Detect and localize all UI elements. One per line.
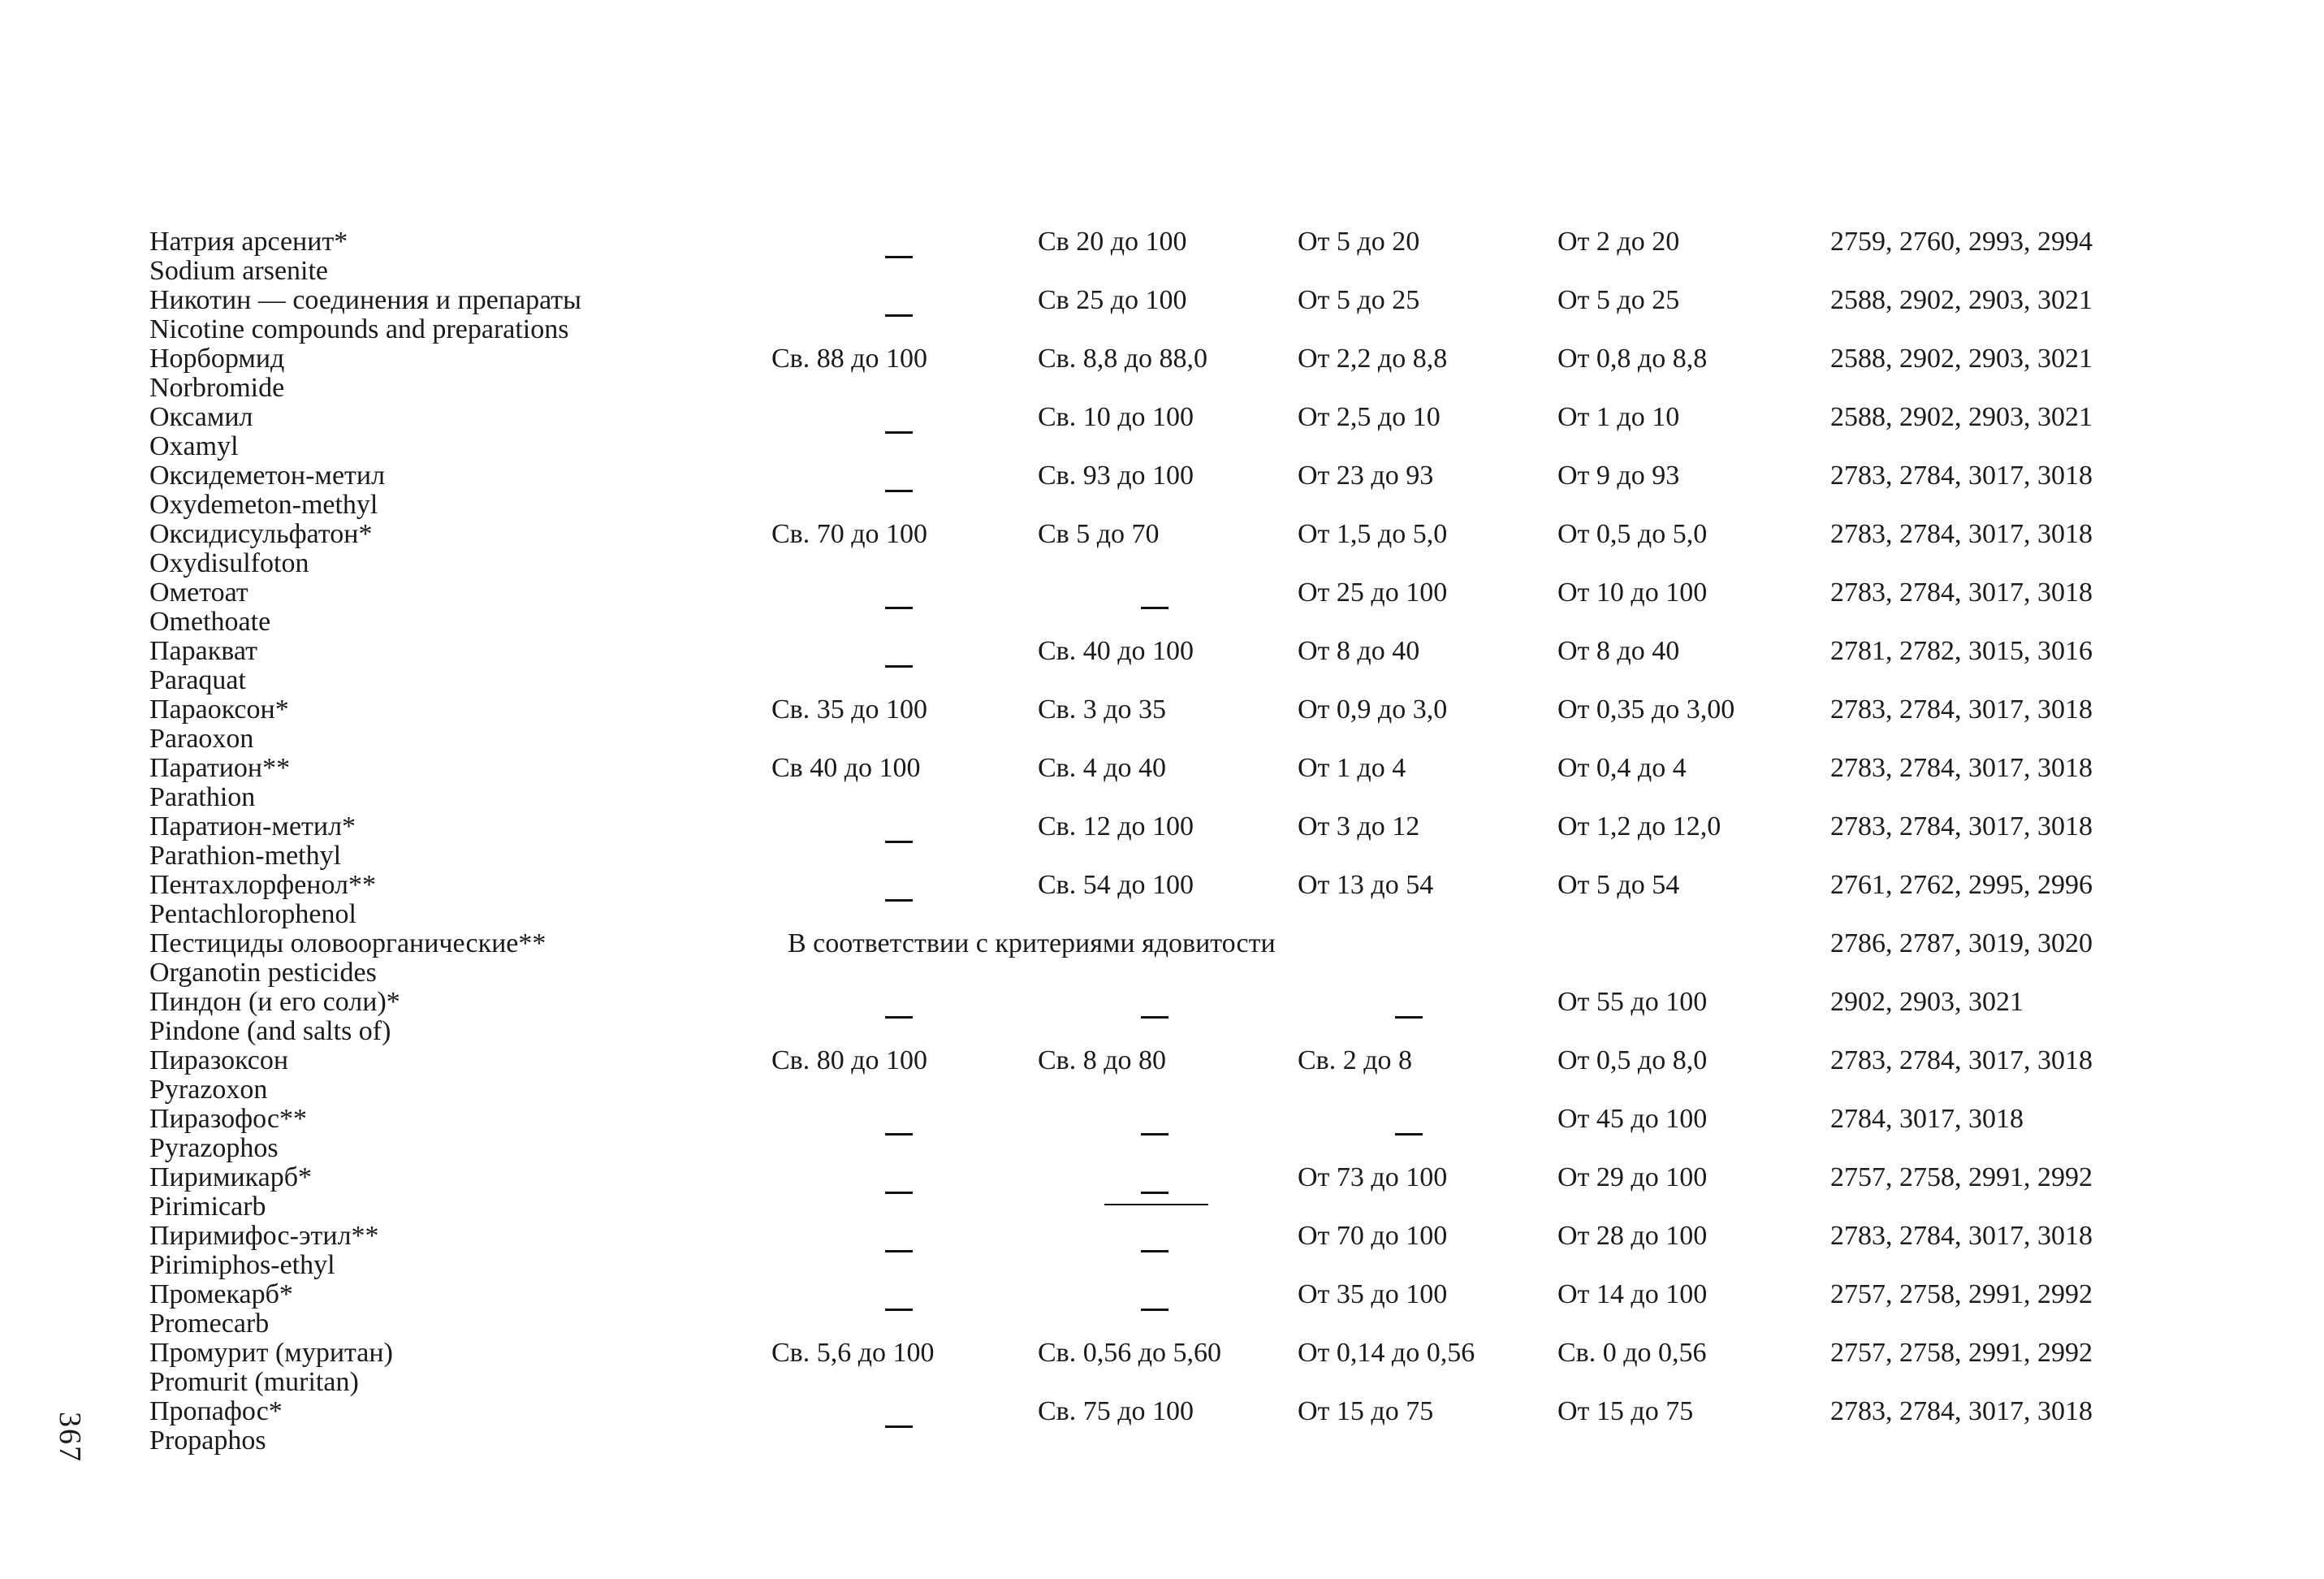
substance-name-en: Organotin pesticides — [149, 958, 377, 988]
dash-mark — [1141, 1192, 1168, 1194]
range-c4: От 14 до 100 — [1557, 1279, 1708, 1309]
reference-codes: 2783, 2784, 3017, 3018 — [1830, 1221, 2093, 1251]
empty-dash — [885, 474, 913, 504]
dash-mark — [885, 314, 913, 317]
table-row — [0, 1397, 2324, 1456]
substance-name-en: Paraoxon — [149, 724, 254, 754]
reference-codes: 2588, 2902, 2903, 3021 — [1830, 344, 2093, 374]
empty-dash — [1395, 1118, 1423, 1147]
dash-mark — [885, 1133, 913, 1136]
range-c4: Св. 0 до 0,56 — [1557, 1338, 1707, 1368]
range-c4: От 0,4 до 4 — [1557, 753, 1687, 783]
substance-name-ru: Паратион** — [149, 753, 291, 783]
empty-dash — [885, 1293, 913, 1322]
dash-mark — [885, 1425, 913, 1428]
dash-mark — [885, 841, 913, 843]
range-c3: От 0,9 до 3,0 — [1298, 694, 1448, 725]
substance-name-ru: Оксидеметон-метил — [149, 461, 386, 491]
dash-mark — [885, 1016, 913, 1019]
substance-name — [149, 227, 348, 286]
substance-name-en: Pirimicarb — [149, 1192, 266, 1222]
reference-codes: 2761, 2762, 2995, 2996 — [1830, 870, 2093, 900]
substance-name-en: Pindone (and salts of) — [149, 1016, 391, 1046]
substance-name — [149, 286, 581, 344]
table-row — [0, 929, 2324, 988]
dash-mark — [1395, 1133, 1423, 1136]
table-row — [0, 1222, 2324, 1280]
range-c4: От 5 до 25 — [1557, 285, 1680, 315]
table-row — [0, 286, 2324, 344]
substance-name-en: Promecarb — [149, 1309, 270, 1339]
substance-name-en: Norbromide — [149, 373, 285, 403]
range-c3: От 35 до 100 — [1298, 1279, 1448, 1309]
range-c3: От 0,14 до 0,56 — [1298, 1338, 1475, 1368]
range-c4: От 8 до 40 — [1557, 636, 1680, 666]
table-row — [0, 871, 2324, 929]
substance-name — [149, 1163, 312, 1222]
range-c2: Св. 10 до 100 — [1038, 402, 1194, 432]
substance-name — [149, 1280, 293, 1339]
table-row — [0, 344, 2324, 403]
reference-codes: 2588, 2902, 2903, 3021 — [1830, 402, 2093, 432]
dash-mark — [885, 1192, 913, 1194]
range-c3: От 13 до 54 — [1298, 870, 1434, 900]
empty-dash — [1141, 1235, 1168, 1264]
range-c4: От 2 до 20 — [1557, 227, 1680, 257]
criteria-note: В соответствии с критериями ядовитости — [788, 928, 1276, 958]
substance-name — [149, 637, 257, 695]
range-c3: От 23 до 93 — [1298, 461, 1434, 491]
substance-name-ru: Пестициды оловоорганические** — [149, 928, 546, 958]
substance-name-en: Oxydisulfoton — [149, 548, 309, 578]
page-number: 367 — [53, 1412, 87, 1463]
range-c1: Св. 70 до 100 — [771, 519, 928, 549]
table-row — [0, 695, 2324, 754]
range-c1: Св. 5,6 до 100 — [771, 1338, 935, 1368]
substance-name — [149, 871, 376, 929]
dash-mark — [885, 1309, 913, 1311]
substance-name-en: Parathion-methyl — [149, 841, 342, 871]
empty-dash — [885, 1410, 913, 1439]
range-c4: От 10 до 100 — [1557, 578, 1708, 608]
substance-name-en: Omethoate — [149, 607, 271, 637]
substance-name-ru: Пиразофос** — [149, 1104, 308, 1134]
range-c3: От 5 до 25 — [1298, 285, 1420, 315]
table-row — [0, 1280, 2324, 1339]
substance-name — [149, 1222, 379, 1280]
dash-mark — [885, 607, 913, 609]
reference-codes: 2783, 2784, 3017, 3018 — [1830, 578, 2093, 608]
substance-name — [149, 988, 400, 1046]
substance-name — [149, 1397, 283, 1456]
substance-name-ru: Пропафос* — [149, 1396, 283, 1426]
table-row — [0, 1105, 2324, 1163]
substance-name — [149, 403, 253, 461]
substance-name-ru: Никотин — соединения и препараты — [149, 285, 581, 315]
table-row — [0, 461, 2324, 520]
range-c4: От 45 до 100 — [1557, 1104, 1708, 1134]
substance-name-en: Oxamyl — [149, 431, 239, 461]
range-c3: От 1 до 4 — [1298, 753, 1406, 783]
reference-codes: 2784, 3017, 3018 — [1830, 1104, 2024, 1134]
empty-dash — [885, 1235, 913, 1264]
substance-name-en: Paraquat — [149, 665, 246, 695]
dash-mark — [885, 899, 913, 902]
substance-name — [149, 754, 290, 812]
table-row — [0, 227, 2324, 286]
range-c4: От 1,2 до 12,0 — [1557, 811, 1721, 841]
range-c4: От 0,5 до 8,0 — [1557, 1045, 1708, 1075]
substance-name-en: Pentachlorophenol — [149, 899, 356, 929]
range-c4: От 15 до 75 — [1557, 1396, 1694, 1426]
range-c3: От 73 до 100 — [1298, 1162, 1448, 1192]
range-c3: От 2,2 до 8,8 — [1298, 344, 1448, 374]
dash-mark — [1141, 1016, 1168, 1019]
range-c1: Св. 88 до 100 — [771, 344, 928, 374]
substance-name-ru: Промурит (муритан) — [149, 1338, 393, 1368]
substance-name-ru: Натрия арсенит* — [149, 227, 348, 257]
reference-codes: 2783, 2784, 3017, 3018 — [1830, 1045, 2093, 1075]
substance-name — [149, 929, 546, 988]
reference-codes: 2783, 2784, 3017, 3018 — [1830, 519, 2093, 549]
empty-dash — [1141, 1118, 1168, 1147]
range-c4: От 28 до 100 — [1557, 1221, 1708, 1251]
reference-codes: 2783, 2784, 3017, 3018 — [1830, 461, 2093, 491]
range-c3: От 1,5 до 5,0 — [1298, 519, 1448, 549]
substance-name-ru: Оксидисульфатон* — [149, 519, 373, 549]
substance-name-ru: Пентахлорфенол** — [149, 870, 377, 900]
substance-name-ru: Параоксон* — [149, 694, 289, 725]
reference-codes: 2902, 2903, 3021 — [1830, 987, 2024, 1017]
reference-codes: 2786, 2787, 3019, 3020 — [1830, 928, 2093, 958]
range-c1: Св 40 до 100 — [771, 753, 921, 783]
range-c1: Св. 80 до 100 — [771, 1045, 928, 1075]
range-c4: От 9 до 93 — [1557, 461, 1680, 491]
range-c3: От 3 до 12 — [1298, 811, 1420, 841]
empty-dash — [885, 650, 913, 679]
table-row — [0, 403, 2324, 461]
table-row — [0, 637, 2324, 695]
range-c4: От 29 до 100 — [1557, 1162, 1708, 1192]
range-c1: Св. 35 до 100 — [771, 694, 928, 725]
substance-name-en: Nicotine compounds and preparations — [149, 314, 569, 344]
empty-dash — [885, 240, 913, 270]
table-row — [0, 754, 2324, 812]
range-c4: От 5 до 54 — [1557, 870, 1680, 900]
range-c3: От 2,5 до 10 — [1298, 402, 1441, 432]
range-c2: Св 25 до 100 — [1038, 285, 1187, 315]
reference-codes: 2783, 2784, 3017, 3018 — [1830, 811, 2093, 841]
range-c2: Св. 8 до 80 — [1038, 1045, 1167, 1075]
range-c2: Св. 8,8 до 88,0 — [1038, 344, 1208, 374]
table-row — [0, 812, 2324, 871]
range-c4: От 0,5 до 5,0 — [1557, 519, 1708, 549]
dash-mark — [885, 665, 913, 668]
table-row — [0, 988, 2324, 1046]
dash-mark — [1395, 1016, 1423, 1019]
substance-name-en: Promurit (muritan) — [149, 1367, 359, 1397]
range-c3: От 15 до 75 — [1298, 1396, 1434, 1426]
reference-codes: 2757, 2758, 2991, 2992 — [1830, 1338, 2093, 1368]
range-c3: От 5 до 20 — [1298, 227, 1420, 257]
reference-codes: 2588, 2902, 2903, 3021 — [1830, 285, 2093, 315]
range-c4: От 0,8 до 8,8 — [1557, 344, 1708, 374]
substance-name-ru: Пиндон (и его соли)* — [149, 987, 400, 1017]
empty-dash — [885, 416, 913, 445]
substance-name-ru: Промекарб* — [149, 1279, 293, 1309]
substance-name — [149, 520, 372, 578]
substance-name — [149, 1105, 307, 1163]
empty-dash — [885, 1118, 913, 1147]
substance-name — [149, 461, 385, 520]
substance-name-ru: Пиримикарб* — [149, 1162, 313, 1192]
range-c2: Св. 3 до 35 — [1038, 694, 1167, 725]
empty-dash — [1141, 591, 1168, 621]
range-c2: Св. 0,56 до 5,60 — [1038, 1338, 1222, 1368]
substance-name-en: Sodium arsenite — [149, 256, 329, 286]
substance-name-ru: Ометоат — [149, 578, 248, 608]
substance-name-en: Propaphos — [149, 1425, 266, 1456]
substance-name-ru: Паратион-метил* — [149, 811, 356, 841]
dash-mark — [1141, 1133, 1168, 1136]
dash-mark — [1141, 1309, 1168, 1311]
empty-dash — [1141, 1293, 1168, 1322]
empty-dash — [1141, 1001, 1168, 1030]
range-c3: От 25 до 100 — [1298, 578, 1448, 608]
range-c2: Св. 4 до 40 — [1038, 753, 1167, 783]
range-c2: Св. 75 до 100 — [1038, 1396, 1194, 1426]
empty-dash — [885, 1176, 913, 1205]
dash-mark — [885, 1250, 913, 1252]
range-c2: Св. 40 до 100 — [1038, 636, 1194, 666]
dash-mark — [885, 256, 913, 258]
reference-codes: 2757, 2758, 2991, 2992 — [1830, 1162, 2093, 1192]
reference-codes: 2759, 2760, 2993, 2994 — [1830, 227, 2093, 257]
substance-name-ru: Пиримифос-этил** — [149, 1221, 379, 1251]
empty-dash — [1395, 1001, 1423, 1030]
dash-mark — [885, 431, 913, 434]
range-c3: Св. 2 до 8 — [1298, 1045, 1413, 1075]
dash-mark — [885, 490, 913, 492]
substance-name-en: Oxydemeton-methyl — [149, 490, 378, 520]
substance-name-en: Pyrazoxon — [149, 1075, 268, 1105]
substance-name — [149, 1339, 393, 1397]
range-c4: От 0,35 до 3,00 — [1557, 694, 1735, 725]
substance-name-en: Pirimiphos-ethyl — [149, 1250, 335, 1280]
substance-name — [149, 812, 356, 871]
reference-codes: 2783, 2784, 3017, 3018 — [1830, 753, 2093, 783]
range-c3: От 70 до 100 — [1298, 1221, 1448, 1251]
range-c2: Св. 93 до 100 — [1038, 461, 1194, 491]
empty-dash — [885, 884, 913, 913]
substance-name-ru: Норбормид — [149, 344, 285, 374]
reference-codes: 2757, 2758, 2991, 2992 — [1830, 1279, 2093, 1309]
empty-dash — [885, 825, 913, 854]
table-row — [0, 1339, 2324, 1397]
reference-codes: 2781, 2782, 3015, 3016 — [1830, 636, 2093, 666]
range-c2: Св 20 до 100 — [1038, 227, 1187, 257]
reference-codes: 2783, 2784, 3017, 3018 — [1830, 1396, 2093, 1426]
substance-name — [149, 1046, 288, 1105]
table-row — [0, 1163, 2324, 1222]
table-row — [0, 578, 2324, 637]
dash-mark — [1141, 607, 1168, 609]
range-c3: От 8 до 40 — [1298, 636, 1420, 666]
substance-name-en: Parathion — [149, 782, 256, 812]
substance-name-en: Pyrazophos — [149, 1133, 279, 1163]
dash-mark — [1141, 1250, 1168, 1252]
substance-name-ru: Оксамил — [149, 402, 253, 432]
range-c4: От 55 до 100 — [1557, 987, 1708, 1017]
range-c2: Св. 12 до 100 — [1038, 811, 1194, 841]
empty-dash — [1141, 1176, 1168, 1205]
substance-name-ru: Паракват — [149, 636, 257, 666]
table-row — [0, 520, 2324, 578]
range-c4: От 1 до 10 — [1557, 402, 1680, 432]
range-c2: Св. 54 до 100 — [1038, 870, 1194, 900]
substance-name — [149, 695, 289, 754]
range-c2: Св 5 до 70 — [1038, 519, 1160, 549]
empty-dash — [885, 591, 913, 621]
empty-dash — [885, 299, 913, 328]
underline-rule — [1104, 1204, 1208, 1205]
substance-name-ru: Пиразоксон — [149, 1045, 289, 1075]
table-row — [0, 1046, 2324, 1105]
substance-name — [149, 578, 270, 637]
empty-dash — [885, 1001, 913, 1030]
reference-codes: 2783, 2784, 3017, 3018 — [1830, 694, 2093, 725]
substance-name — [149, 344, 284, 403]
